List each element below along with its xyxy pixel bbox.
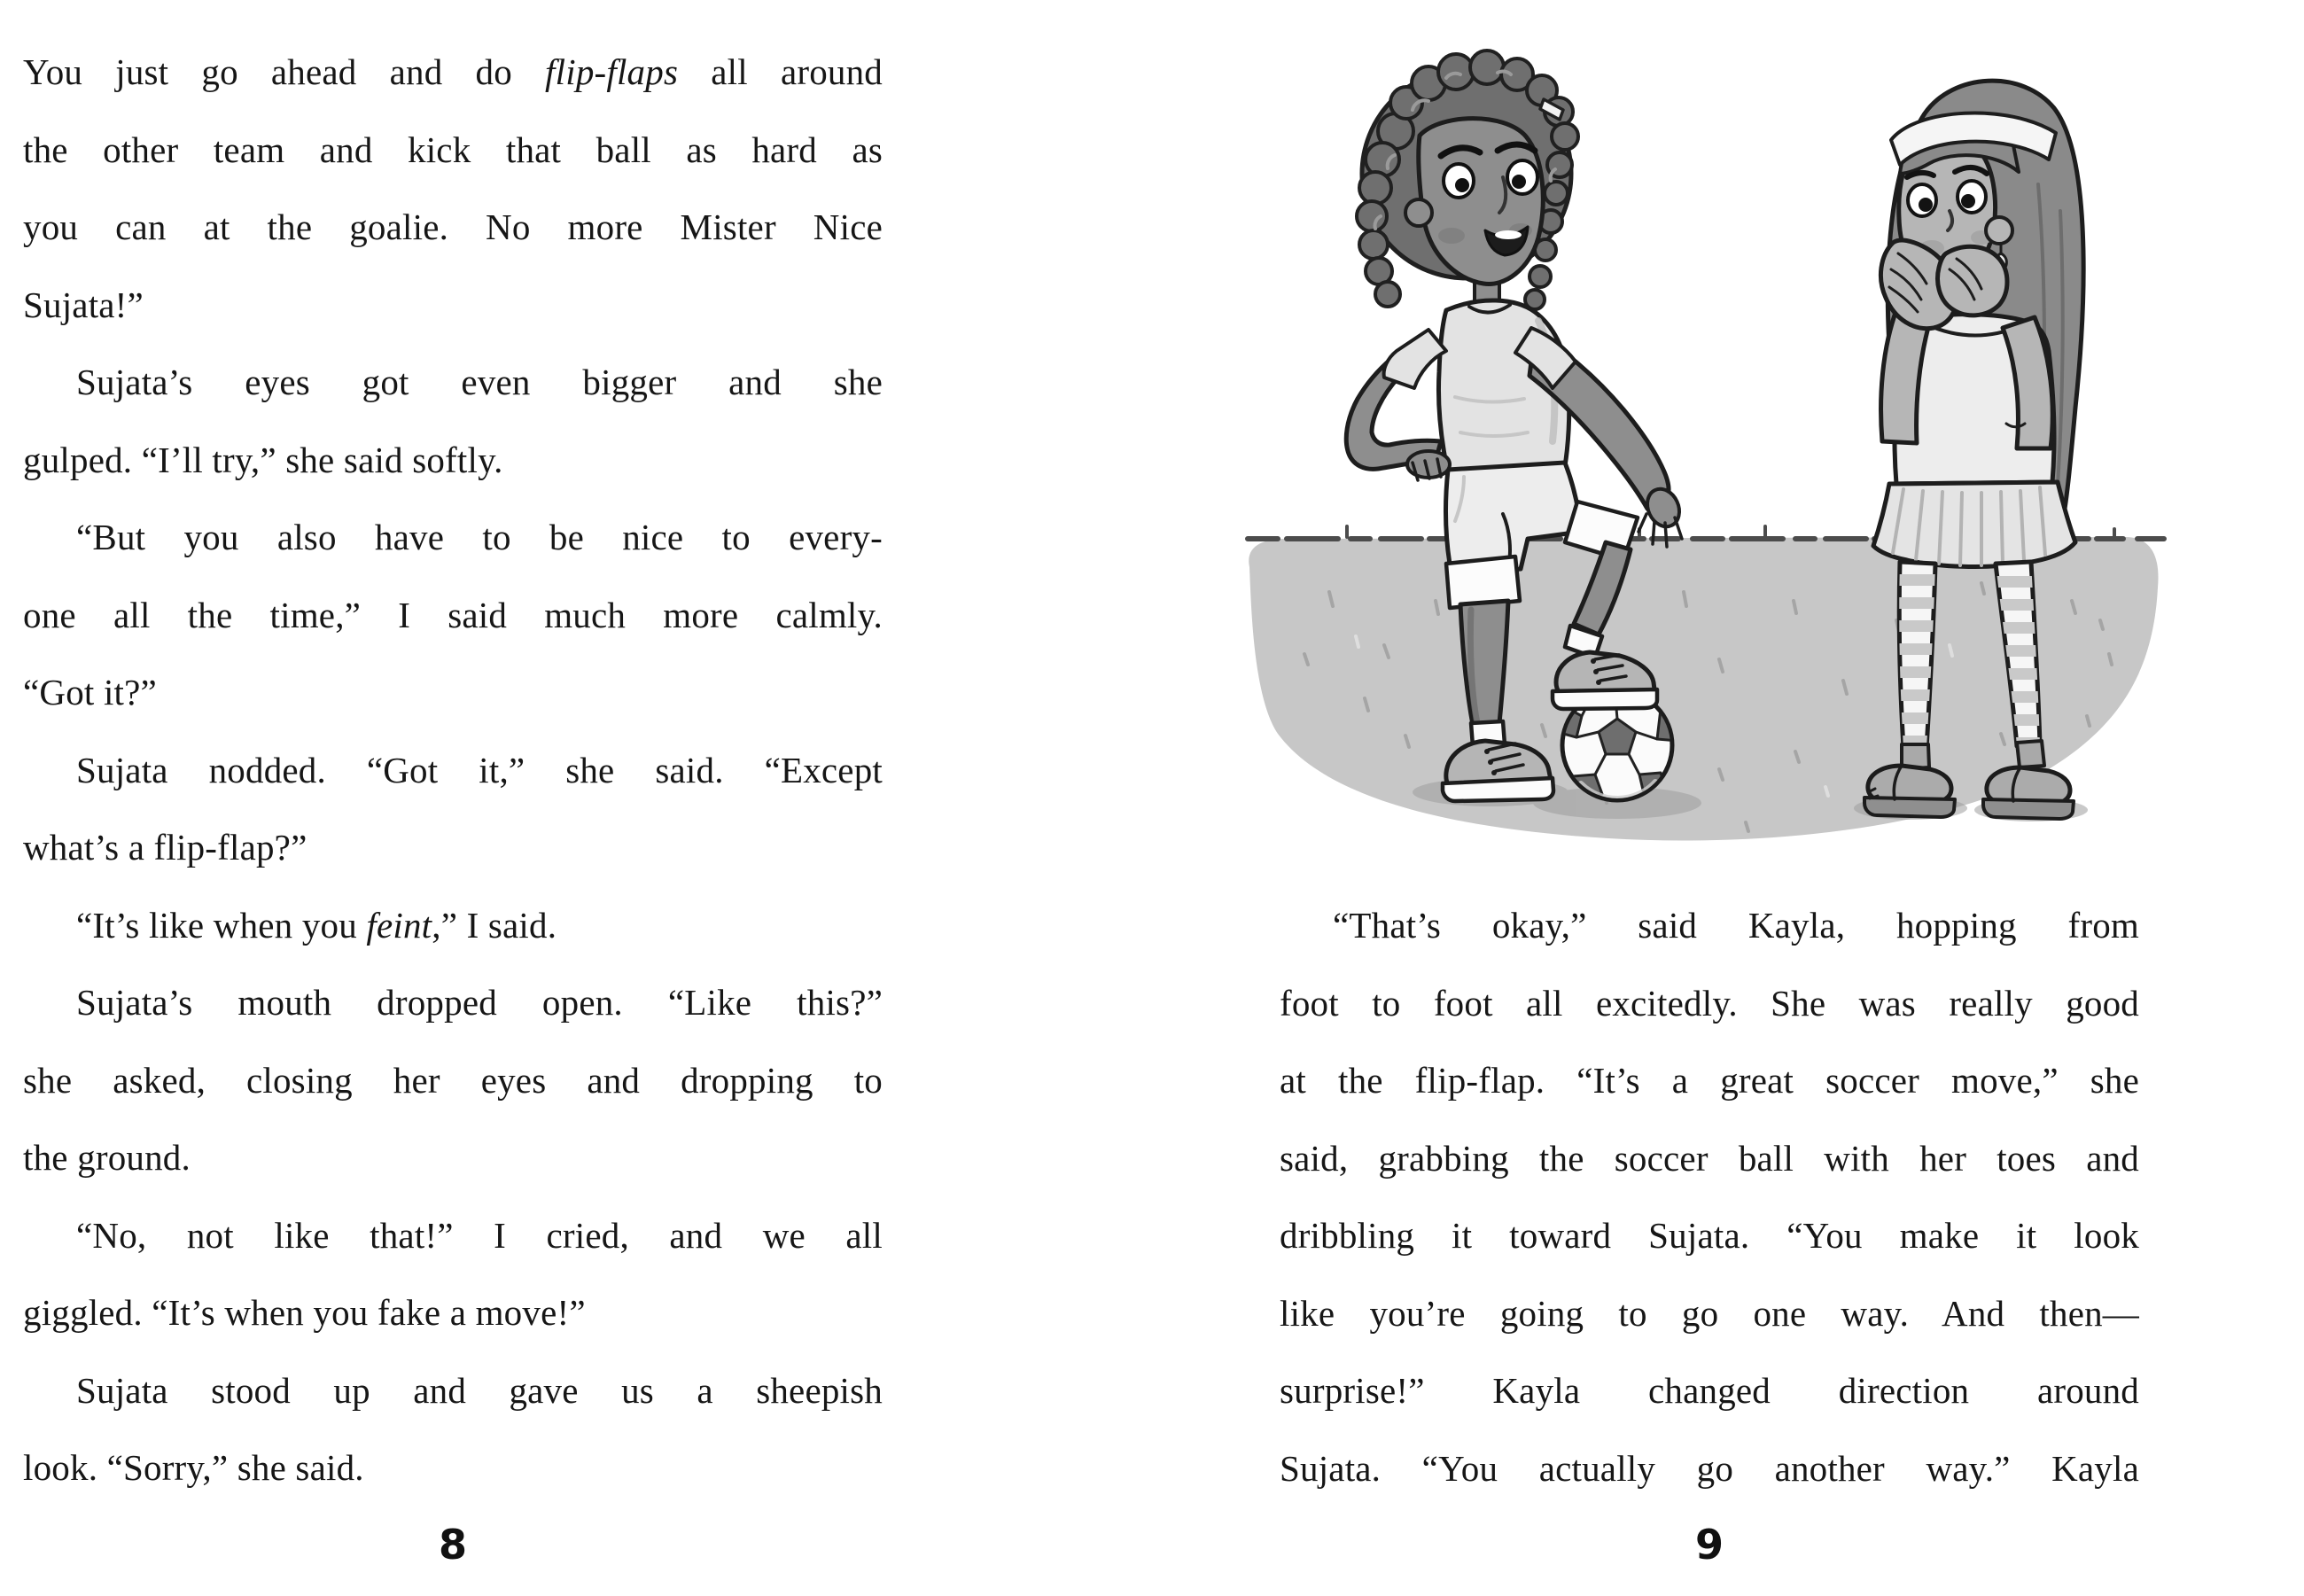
illustration: [1223, 25, 2198, 876]
text-line: surprise!” Kayla changed direction around: [1280, 1370, 2139, 1411]
text-line: the ground.: [23, 1137, 191, 1178]
text-line: said, grabbing the soccer ball with her toes and: [1280, 1137, 2139, 1179]
text-line: gulped. “I’ll try,” she said softly.: [23, 439, 503, 480]
text-line: Sujata stood up and gave us a sheepish: [76, 1369, 883, 1411]
text-line: at the flip-flap. “It’s a great soccer move,” she: [1280, 1060, 2139, 1101]
text-line: dribbling it toward Sujata. “You make it look: [1280, 1215, 2139, 1256]
page-number-left: 8: [438, 1521, 467, 1569]
text-line: Sujata!”: [23, 284, 144, 325]
text-line: You just go ahead and do flip-flaps all around: [23, 51, 883, 92]
text-line: one all the time,” I said much more calmly.: [23, 594, 883, 635]
text-line: “That’s okay,” said Kayla, hopping from: [1333, 905, 2139, 946]
text-line: “It’s like when you feint,” I said.: [76, 904, 557, 946]
page-number-right: 9: [1694, 1521, 1724, 1569]
text-line: you can at the goalie. No more Mister Nice: [23, 206, 883, 247]
text-line: like you’re going to go one way. And then—: [1280, 1292, 2139, 1334]
text-line: foot to foot all excitedly. She was really good: [1280, 982, 2139, 1024]
text-line: Sujata’s eyes got even bigger and she: [76, 362, 883, 402]
text-line: “Got it?”: [23, 672, 157, 712]
text-line: look. “Sorry,” she said.: [23, 1447, 364, 1488]
text-line: giggled. “It’s when you fake a move!”: [23, 1292, 586, 1333]
text-line: she asked, closing her eyes and dropping to: [23, 1059, 883, 1101]
text-line: Sujata. “You actually go another way.” Kayla: [1280, 1447, 2139, 1489]
text-line: the other team and kick that ball as hard as: [23, 128, 883, 170]
text-line: Sujata’s mouth dropped open. “Like this?”: [76, 982, 883, 1023]
text-line: Sujata nodded. “Got it,” she said. “Except: [76, 749, 883, 790]
left-page-text: [23, 34, 883, 1507]
text-line: “No, not like that!” I cried, and we all: [76, 1214, 883, 1256]
text-line: “But you also have to be nice to every-: [76, 517, 883, 557]
text-line: what’s a flip-flap?”: [23, 827, 307, 868]
right-page-text: [1280, 887, 2139, 1507]
